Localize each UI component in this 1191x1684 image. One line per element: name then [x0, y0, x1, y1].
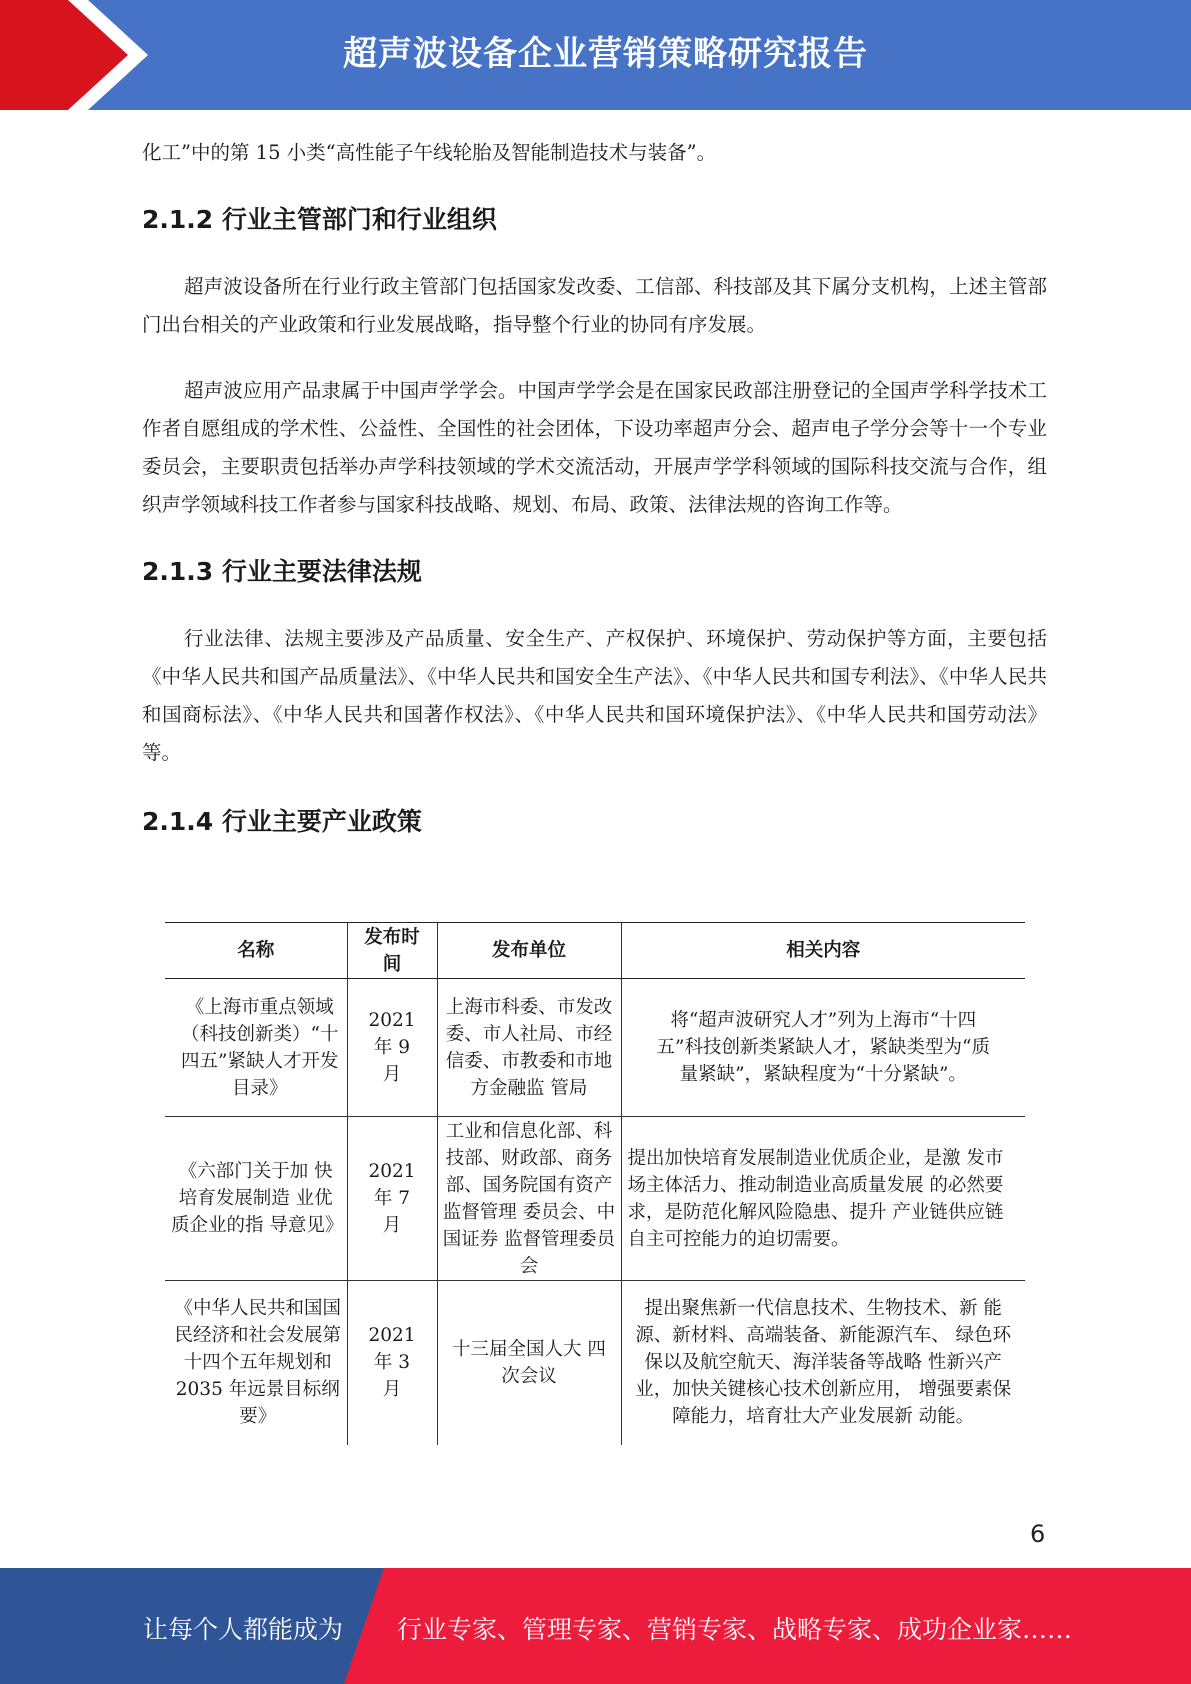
- policy-name: 《六部门关于加 快培育发展制造 业优质企业的指 导意见》: [165, 1117, 347, 1281]
- policy-date: 2021 年 9 月: [347, 979, 437, 1117]
- section-heading: 2.1.2 行业主管部门和行业组织: [142, 205, 497, 234]
- page-number: 6: [1030, 1520, 1046, 1548]
- paragraph: 超声波设备所在行业行政主管部门包括国家发改委、工信部、科技部及其下属分支机构，上述主管部门出台相关的产业政策和行业发展战略，指导整个行业的协同有序发展。: [142, 275, 1047, 336]
- page-header: [0, 0, 1191, 110]
- table-row: [165, 1281, 1025, 1445]
- footer-slogan-left: 让每个人都能成为: [143, 1615, 344, 1644]
- policy-issuer: 十三届全国人大 四次会议: [437, 1281, 621, 1445]
- report-title: 超声波设备企业营销策略研究报告: [343, 34, 868, 74]
- section-heading: 2.1.3 行业主要法律法规: [142, 557, 422, 586]
- policy-content: 提出加快培育发展制造业优质企业，是激 发市场主体活力、推动制造业高质量发展 的必然要求，是防范化解风险隐患、提升 产业链供应链自主可控能力的迫切需要。: [621, 1117, 1025, 1281]
- paragraph: 行业法律、法规主要涉及产品质量、安全生产、产权保护、环境保护、劳动保护等方面，主要包括《中华人民共和国产品质量法》、《中华人民共和国安全生产法》、《中华人民共和国专利法》、《中华人民共和国商标法》、《中华人民共和国著作权法》、《中华人民共和国环境保护法》、《中华人民共和国劳动法》等。: [142, 627, 1047, 764]
- paragraph: 超声波应用产品隶属于中国声学学会。中国声学学会是在国家民政部注册登记的全国声学科学技术工作者自愿组成的学术性、公益性、全国性的社会团体，下设功率超声分会、超声电子学分会等十一个专业委员会，主要职责包括举办声学科技领域的学术交流活动，开展声学学科领域的国际科技交流与合作，组织声学领域科技工作者参与国家科技战略、规划、布局、政策、法律法规的咨询工作等。: [142, 379, 1047, 516]
- footer-slogan-right: 行业专家、管理专家、营销专家、战略专家、成功企业家……: [397, 1615, 1073, 1644]
- policy-name: 《中华人民共和国国民经济和社会发展第十四个五年规划和 2035 年远景目标纲 要》: [174, 1298, 341, 1428]
- section-heading: 2.1.4 行业主要产业政策: [142, 807, 422, 836]
- table-header-row: [165, 923, 1025, 979]
- column-header: 相关内容: [621, 923, 1025, 979]
- policy-issuer: 工业和信息化部、科技部、财政部、商务部、国务院国有资产监督管理 委员会、中国证券 监督管理委员会: [437, 1117, 621, 1281]
- policy-name: 《上海市重点领域（科技创新类）“十四五”紧缺人才开发目录》: [165, 979, 347, 1117]
- policy-date: 2021 年 7 月: [347, 1117, 437, 1281]
- policy-date: 2021 年 3 月: [347, 1281, 437, 1445]
- table-row: [165, 1117, 1025, 1281]
- policy-content: 提出聚焦新一代信息技术、生物技术、新 能源、新材料、高端装备、新能源汽车、 绿色环保以及航空航天、海洋装备等战略 性新兴产业，加快关键核心技术创新应用， 增强要素保障能力，培育壮大产业发展新 动能。: [621, 1281, 1025, 1445]
- page-footer: [0, 1568, 1191, 1684]
- table-row: [165, 979, 1025, 1117]
- policy-table: [165, 922, 1025, 1445]
- column-header: 发布单位: [437, 923, 621, 979]
- intro-line: 化工”中的第 15 小类“高性能子午线轮胎及智能制造技术与装备”。: [142, 141, 717, 164]
- column-header: 名称: [165, 923, 347, 979]
- policy-content: 将“超声波研究人才”列为上海市“十四五”科技创新类紧缺人才，紧缺类型为“质量紧缺”，紧缺程度为“十分紧缺”。: [621, 979, 1025, 1117]
- main-content: [142, 130, 1047, 842]
- policy-issuer: 上海市科委、市发改委、市人社局、市经信委、市教委和市地方金融监 管局: [437, 979, 621, 1117]
- column-header: 发布时间: [347, 923, 437, 979]
